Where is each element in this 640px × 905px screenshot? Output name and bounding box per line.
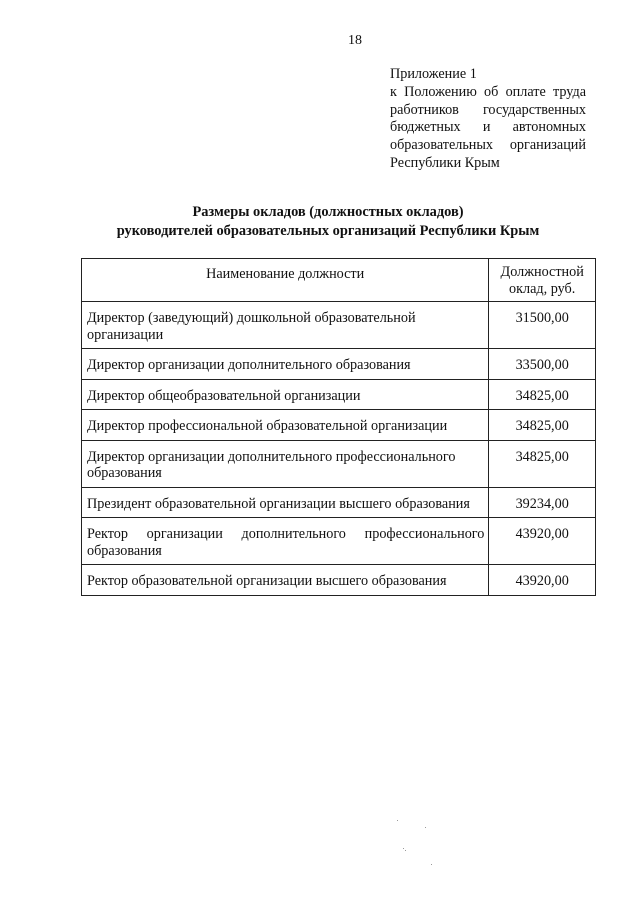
salary-cell: 31500,00	[489, 302, 596, 349]
salary-cell: 33500,00	[489, 349, 596, 380]
title-line-1: Размеры окладов (должностных окладов)	[192, 204, 464, 220]
position-cell: Президент образовательной организации высшего образования	[82, 487, 489, 518]
appendix-line: Приложение 1	[390, 66, 477, 82]
table-row	[82, 440, 596, 487]
document-title	[0, 203, 640, 241]
salary-cell: 43920,00	[489, 518, 596, 565]
salary-cell: 34825,00	[489, 410, 596, 441]
header-salary	[489, 259, 596, 302]
salary-cell: 34825,00	[489, 440, 596, 487]
scan-specks	[395, 820, 435, 870]
table-row	[82, 565, 596, 596]
table-row	[82, 518, 596, 565]
salary-cell: 39234,00	[489, 487, 596, 518]
title-line-2: руководителей образовательных организаций Республики Крым	[116, 223, 540, 239]
scan-speck	[403, 848, 404, 849]
page-number: 18	[348, 33, 362, 48]
scan-speck	[405, 850, 406, 851]
appendix-line: Республики Крым	[390, 154, 500, 171]
table-row	[82, 410, 596, 441]
header-salary-line-2: оклад, руб.	[509, 280, 576, 297]
table-row	[82, 349, 596, 380]
appendix-line: бюджетных и автономных	[390, 119, 586, 136]
salary-table	[81, 258, 596, 596]
appendix-line: работников государственных	[390, 101, 586, 118]
salary-cell: 43920,00	[489, 565, 596, 596]
scan-speck	[431, 864, 432, 865]
position-cell: Директор (заведующий) дошкольной образовательной организации	[82, 302, 489, 349]
table-header-row	[82, 259, 596, 302]
position-cell: Директор общеобразовательной организации	[82, 379, 489, 410]
header-salary-line-1: Должностной	[500, 264, 584, 280]
appendix-line: к Положению об оплате труда	[390, 83, 586, 100]
table-row	[82, 379, 596, 410]
position-cell: Директор организации дополнительного образования	[82, 349, 489, 380]
salary-cell: 34825,00	[489, 379, 596, 410]
position-cell: Директор профессиональной образовательной организации	[82, 410, 489, 441]
table-row	[82, 302, 596, 349]
header-position: Наименование должности	[82, 259, 489, 302]
appendix-line: образовательных организаций	[390, 137, 586, 154]
scan-speck	[397, 820, 398, 821]
position-cell: Директор организации дополнительного профессионального образования	[82, 440, 489, 487]
table-row	[82, 487, 596, 518]
position-cell: Ректор образовательной организации высшего образования	[82, 565, 489, 596]
position-cell: Ректор организации дополнительного профессионального образования	[82, 518, 489, 565]
scan-speck	[425, 827, 426, 828]
appendix-block	[390, 66, 586, 173]
